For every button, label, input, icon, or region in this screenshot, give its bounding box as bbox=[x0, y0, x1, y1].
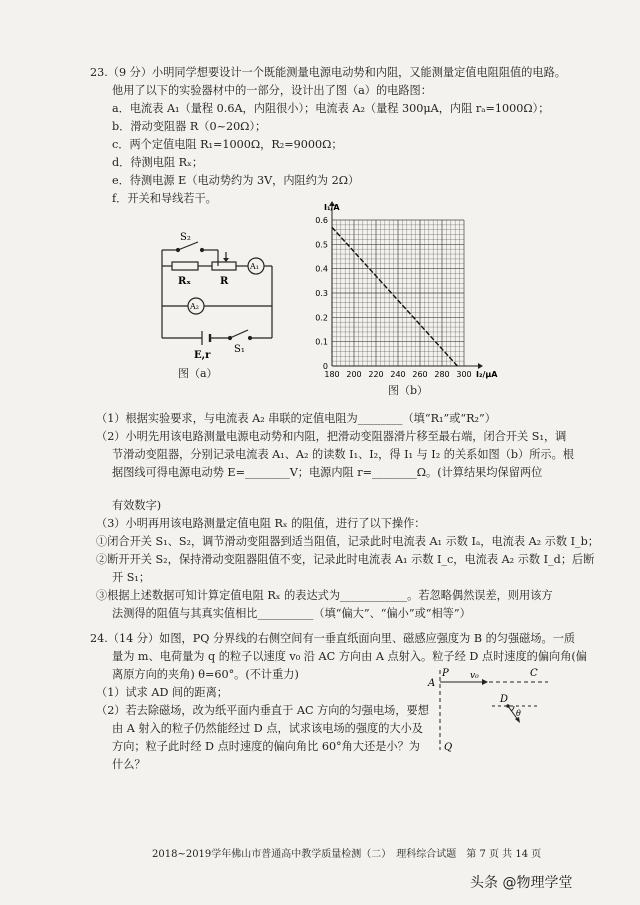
graph-b bbox=[296, 198, 506, 388]
q23-part-10: 法测得的阻值与其真实值相比__________（填“偏大”、“偏小”或“相等”） bbox=[112, 607, 471, 620]
label-a: A bbox=[428, 678, 436, 689]
y-tick-label: 0.6 bbox=[315, 216, 328, 225]
y-tick-label: 0.2 bbox=[315, 313, 328, 323]
label-s1: S₁ bbox=[234, 344, 245, 355]
q24-line-7: 什么？ bbox=[112, 758, 146, 771]
q24-line-2: 离原方向的夹角) θ=60°。(不计重力) bbox=[112, 668, 299, 681]
q24-line-4: （2）若去除磁场，改为纸平面内垂直于 AC 方向的匀强电场，要想 bbox=[96, 704, 429, 717]
fig-b-caption: 图（b） bbox=[388, 384, 429, 397]
label-r: R bbox=[220, 276, 229, 287]
q23-line-2: a．电流表 A₁（量程 0.6A，内阻很小）；电流表 A₂（量程 300μA，内阻 rₐ=1000Ω）； bbox=[112, 102, 550, 115]
q23-line-4: c．两个定值电阻 R₁=1000Ω，R₂=9000Ω； bbox=[112, 138, 343, 151]
label-c: C bbox=[530, 668, 538, 679]
q23-part-1: （2）小明先用该电路测量电源电动势和内阻，把滑动变阻器滑片移至最右端，闭合开关 S₁，调 bbox=[96, 430, 567, 443]
x-axis-label: I₂/μA bbox=[476, 370, 498, 379]
y-tick-label: 0 bbox=[322, 362, 328, 371]
label-v0: v₀ bbox=[470, 671, 479, 681]
label-theta: θ bbox=[516, 709, 521, 718]
q23-line-5: d．待测电阻 Rₓ； bbox=[112, 156, 204, 169]
data-line bbox=[332, 227, 457, 366]
q23-part-7: ②断开开关 S₂，保持滑动变阻器阻值不变，记录此时电流表 A₁ 示数 I_c，电流表 A₂ 示数 I_d；后断 bbox=[96, 553, 595, 566]
label-a2: A₂ bbox=[190, 302, 199, 311]
q23-line-0: 23.（9 分）小明同学想要设计一个既能测量电源电动势和内阻，又能测量定值电阻阻值的电路。 bbox=[90, 66, 566, 79]
q23-part-4: 有效数字) bbox=[112, 499, 162, 512]
x-tick-label: 240 bbox=[390, 370, 406, 379]
label-d: D bbox=[500, 694, 509, 705]
x-axis-arrow bbox=[478, 363, 483, 369]
y-axis-label: I₁/A bbox=[324, 203, 340, 212]
q24-line-0: 24.（14 分）如图，PQ 分界线的右侧空间有一垂直纸面向里、磁感应强度为 B 的匀强磁场。一质 bbox=[90, 632, 576, 645]
q24-line-5: 由 A 射入的粒子仍然能经过 D 点，试求该电场的强度的大小及 bbox=[112, 722, 423, 735]
q23-part-5: （3）小明再用该电路测量定值电阻 Rₓ 的阻值，进行了以下操作： bbox=[96, 517, 426, 530]
label-p: P bbox=[442, 668, 449, 679]
label-er: E,r bbox=[194, 350, 211, 361]
q23-line-6: e．待测电源 E（电动势约为 3V，内阻约为 2Ω） bbox=[112, 174, 360, 187]
x-tick-label: 180 bbox=[324, 370, 340, 379]
q23-line-7: f．开关和导线若干。 bbox=[112, 192, 217, 205]
fig-a-caption: 图（a） bbox=[178, 367, 218, 380]
q24-line-6: 方向；粒子此时经 D 点时速度的偏向角比 60°角大还是小？为 bbox=[112, 740, 420, 753]
circuit-diagram bbox=[150, 228, 280, 368]
label-rx: Rₓ bbox=[178, 276, 192, 287]
q23-part-2: 节滑动变阻器，分别记录电流表 A₁、A₂ 的读数 I₁、I₂，得 I₁ 与 I₂ 的关系如图（b）所示。根 bbox=[112, 448, 574, 461]
field-diagram bbox=[420, 662, 570, 757]
q23-part-3: 据图线可得电源电动势 E=________V；电源内阻 r=________Ω。(计算结果均保留两位 bbox=[112, 466, 543, 479]
label-s2: S₂ bbox=[180, 232, 191, 243]
q23-part-6: ①闭合开关 S₁、S₂，调节滑动变阻器到适当阻值，记录此时电流表 A₁ 示数 Iₐ，电流表 A₂ 示数 I_b； bbox=[96, 535, 599, 548]
q23-part-8: 开 S₁； bbox=[112, 571, 151, 584]
q24-line-1: 量为 m、电荷量为 q 的粒子以速度 v₀ 沿 AC 方向由 A 点射入。粒子经 D 点时速度的偏向角(偏 bbox=[112, 650, 587, 663]
x-tick-label: 280 bbox=[434, 370, 450, 379]
y-tick-label: 0.5 bbox=[315, 240, 328, 250]
q23-line-1: 他用了以下的实验器材中的一部分，设计出了图（a）的电路图： bbox=[112, 84, 432, 97]
page-footer: 2018~2019学年佛山市普通高中教学质量检测（二） 理科综合试题 第 7 页 共 14 页 bbox=[152, 849, 542, 860]
q23-line-3: b．滑动变阻器 R（0~20Ω）； bbox=[112, 120, 267, 133]
q23-part-0: （1）根据实验要求，与电流表 A₂ 串联的定值电阻为________（填“R₁”或“R₂”） bbox=[96, 412, 496, 425]
y-tick-label: 0.3 bbox=[315, 289, 328, 298]
y-tick-label: 0.1 bbox=[315, 337, 328, 347]
watermark: 头条 @物理学堂 bbox=[470, 875, 573, 891]
x-tick-label: 260 bbox=[412, 370, 428, 379]
x-tick-label: 220 bbox=[368, 370, 384, 379]
x-tick-label: 200 bbox=[346, 370, 362, 379]
q24-line-3: （1）试求 AD 间的距离； bbox=[96, 686, 228, 699]
q23-part-9: ③根据上述数据可知计算定值电阻 Rₓ 的表达式为____________。若忽略偶然误差，则用该方 bbox=[96, 589, 553, 602]
x-tick-label: 300 bbox=[456, 370, 472, 379]
label-q: Q bbox=[444, 742, 453, 753]
y-tick-label: 0.4 bbox=[315, 264, 328, 274]
label-a1: A₁ bbox=[250, 262, 259, 271]
